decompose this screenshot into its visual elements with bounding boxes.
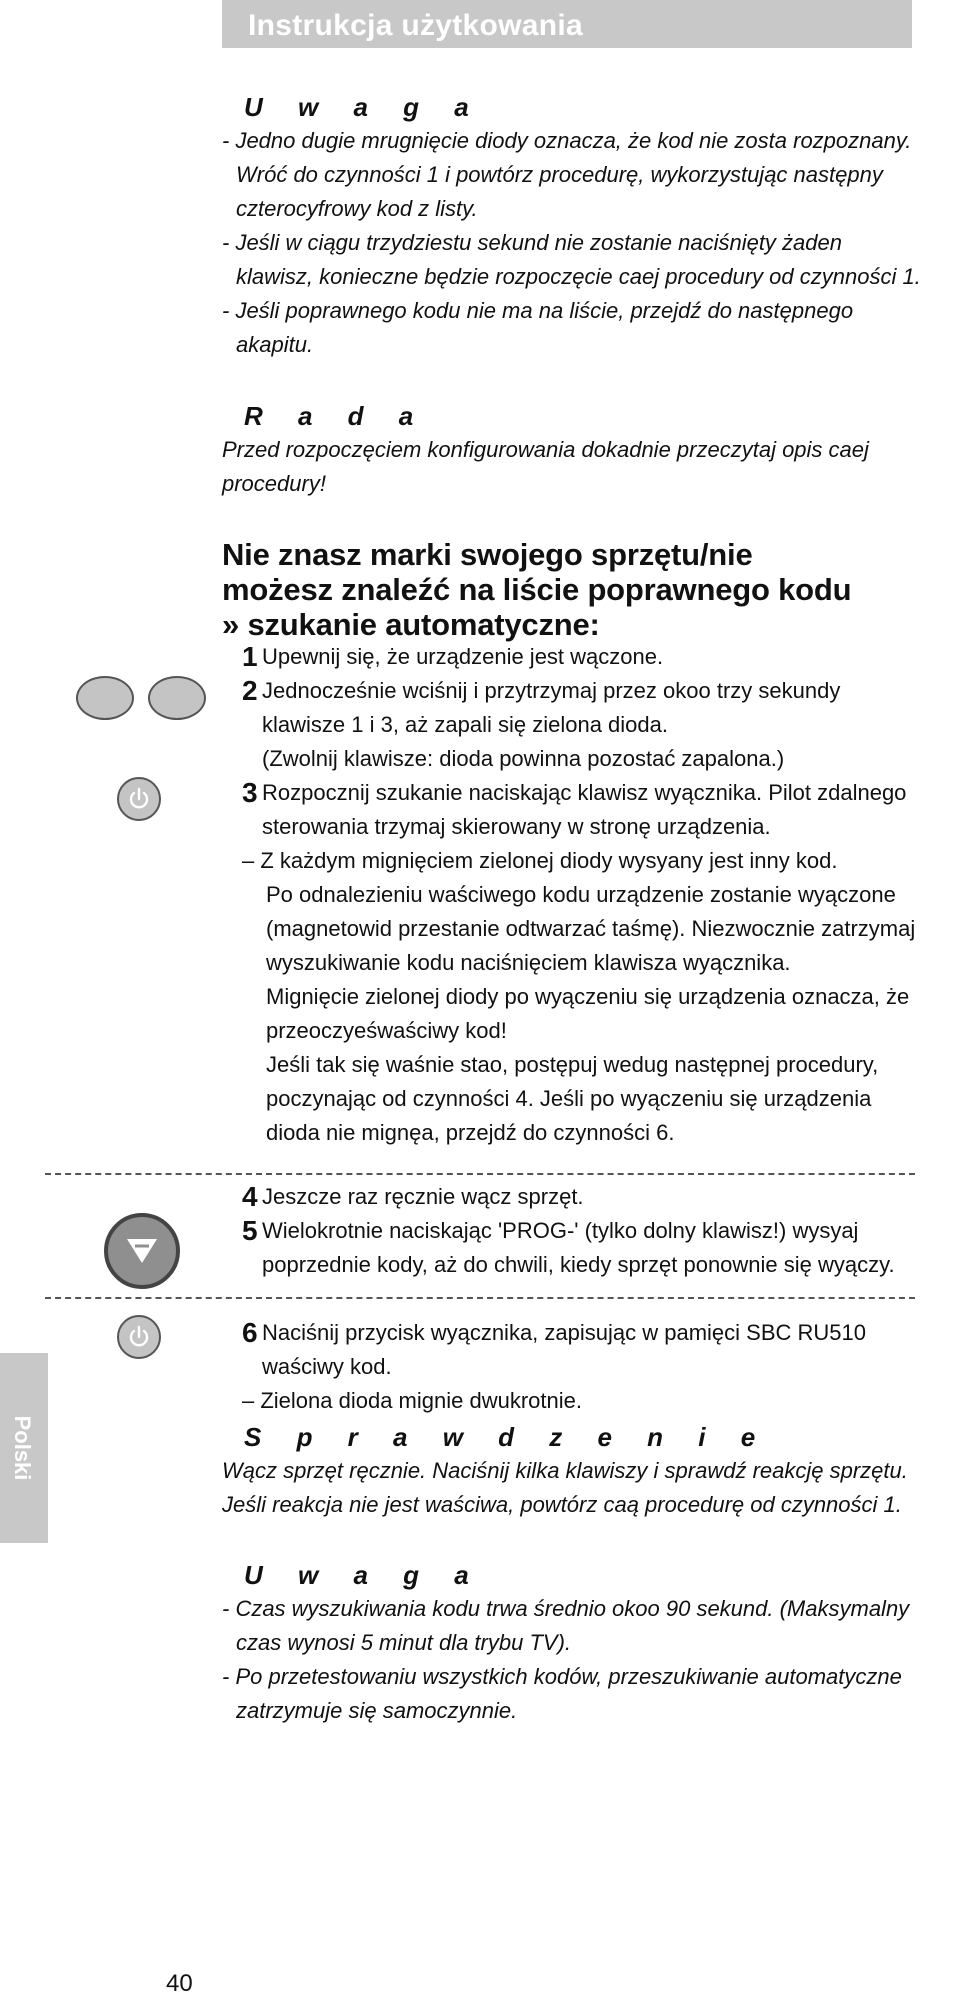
tip-heading: R a d a bbox=[244, 401, 428, 431]
step-6-dash: – Zielona dioda mignie dwukrotnie. bbox=[242, 1388, 582, 1413]
power-icon bbox=[117, 777, 161, 821]
check-text: Wącz sprzęt ręcznie. Naciśnij kilka klawiszy i sprawdź reakcję sprzętu. Jeśli reakcja nie jest waściwa, powtórz caą procedurę od czynności 1. bbox=[222, 1458, 908, 1517]
header-bar bbox=[222, 0, 912, 48]
step-text-line: (Zwolnij klawisze: dioda powinna pozostać zapalona.) bbox=[262, 746, 785, 771]
key-3-icon bbox=[148, 676, 206, 720]
check-section bbox=[222, 1420, 922, 1522]
page-number: 40 bbox=[166, 1970, 193, 1997]
step-text: Jeszcze raz ręcznie wącz sprzęt. bbox=[262, 1184, 584, 1209]
step-number: 6 bbox=[242, 1317, 258, 1348]
step-3 bbox=[222, 776, 922, 844]
check-heading: S p r a w d z e n i e bbox=[244, 1422, 770, 1452]
step-3-paragraph: Po odnalezieniu waściwego kodu urządzenie zostanie wyączone (magnetowid przestanie odtwarzać taśmę). Niezwocznie zatrzymaj wyszukiwanie kodu naciśnięciem klawisza wyącznika. bbox=[266, 882, 916, 975]
header-title: Instrukcja użytkowania bbox=[248, 9, 584, 42]
section-heading: Nie znasz marki swojego sprzętu/nie możesz znaleźć na liście poprawnego kodu » szukanie automatyczne: bbox=[222, 537, 852, 642]
language-label: Polski bbox=[10, 1415, 35, 1481]
language-tab bbox=[0, 1353, 48, 1543]
step-1 bbox=[222, 640, 922, 674]
steps-1-3 bbox=[222, 640, 922, 1150]
step-6 bbox=[222, 1316, 922, 1384]
step-number: 1 bbox=[242, 641, 258, 672]
step-text: Wielokrotnie naciskając 'PROG-' (tylko dolny klawisz!) wysyaj bbox=[262, 1218, 859, 1243]
step-number: 5 bbox=[242, 1215, 258, 1246]
note-section-2 bbox=[222, 1558, 922, 1728]
step-text: Upewnij się, że urządzenie jest wączone. bbox=[262, 644, 664, 669]
step-3-paragraph: Jeśli tak się waśnie stao, postępuj wedug następnej procedury, poczynając od czynności 4. Jeśli po wyączeniu się urządzenia dioda nie mignęa, przejdź do czynności 6. bbox=[266, 1052, 879, 1145]
steps-4-5 bbox=[222, 1180, 922, 1282]
note-heading: U w a g a bbox=[244, 1560, 483, 1590]
step-text: Naciśnij przycisk wyącznika, zapisując w pamięci SBC RU510 bbox=[262, 1320, 866, 1345]
prog-down-icon bbox=[104, 1213, 180, 1289]
tip-section bbox=[222, 399, 922, 501]
step-text: Jednocześnie wciśnij i przytrzymaj przez okoo trzy sekundy bbox=[262, 678, 841, 703]
step-text-line: waściwy kod. bbox=[262, 1354, 392, 1379]
step-2 bbox=[222, 674, 922, 776]
step-text-line: klawisze 1 i 3, aż zapali się zielona dioda. bbox=[262, 712, 669, 737]
tip-text: Przed rozpoczęciem konfigurowania dokadnie przeczytaj opis caej procedury! bbox=[222, 437, 869, 496]
step-5 bbox=[222, 1214, 922, 1282]
key-1-icon bbox=[76, 676, 134, 720]
step-6-block bbox=[222, 1316, 922, 1418]
step-number: 2 bbox=[242, 675, 258, 706]
note-item: - Po przetestowaniu wszystkich kodów, przeszukiwanie automatyczne zatrzymuje się samoczynnie. bbox=[222, 1664, 902, 1723]
dashed-divider bbox=[45, 1173, 915, 1175]
step-3-dash: – Z każdym mignięciem zielonej diody wysyany jest inny kod. bbox=[242, 848, 838, 873]
step-3-paragraph: Mignięcie zielonej diody po wyączeniu się urządzenia oznacza, że przeoczyeśwaściwy kod! bbox=[266, 984, 910, 1043]
step-text-line: sterowania trzymaj skierowany w stronę urządzenia. bbox=[262, 814, 771, 839]
dashed-divider bbox=[45, 1297, 915, 1299]
step-text: Rozpocznij szukanie naciskając klawisz wyącznika. Pilot zdalnego bbox=[262, 780, 907, 805]
power-icon bbox=[117, 1315, 161, 1359]
step-number: 4 bbox=[242, 1181, 258, 1212]
note-section bbox=[222, 90, 922, 362]
note-item: - Jeśli poprawnego kodu nie ma na liście, przejdź do następnego akapitu. bbox=[222, 298, 854, 357]
note-item: - Czas wyszukiwania kodu trwa średnio okoo 90 sekund. (Maksymalny czas wynosi 5 minut dla trybu TV). bbox=[222, 1596, 910, 1655]
step-text-line: poprzednie kody, aż do chwili, kiedy sprzęt ponownie się wyączy. bbox=[262, 1252, 895, 1277]
step-number: 3 bbox=[242, 777, 258, 808]
step-4 bbox=[222, 1180, 922, 1214]
note-heading: U w a g a bbox=[244, 92, 483, 122]
note-item: - Jeśli w ciągu trzydziestu sekund nie zostanie naciśnięty żaden klawisz, konieczne będzie rozpoczęcie caej procedury od czynności 1. bbox=[222, 230, 921, 289]
note-item: - Jedno dugie mrugnięcie diody oznacza, że kod nie zosta rozpoznany. Wróć do czynności 1 i powtórz procedurę, wykorzystując następny czterocyfrowy kod z listy. bbox=[222, 128, 912, 221]
section-heading-block bbox=[222, 537, 862, 642]
